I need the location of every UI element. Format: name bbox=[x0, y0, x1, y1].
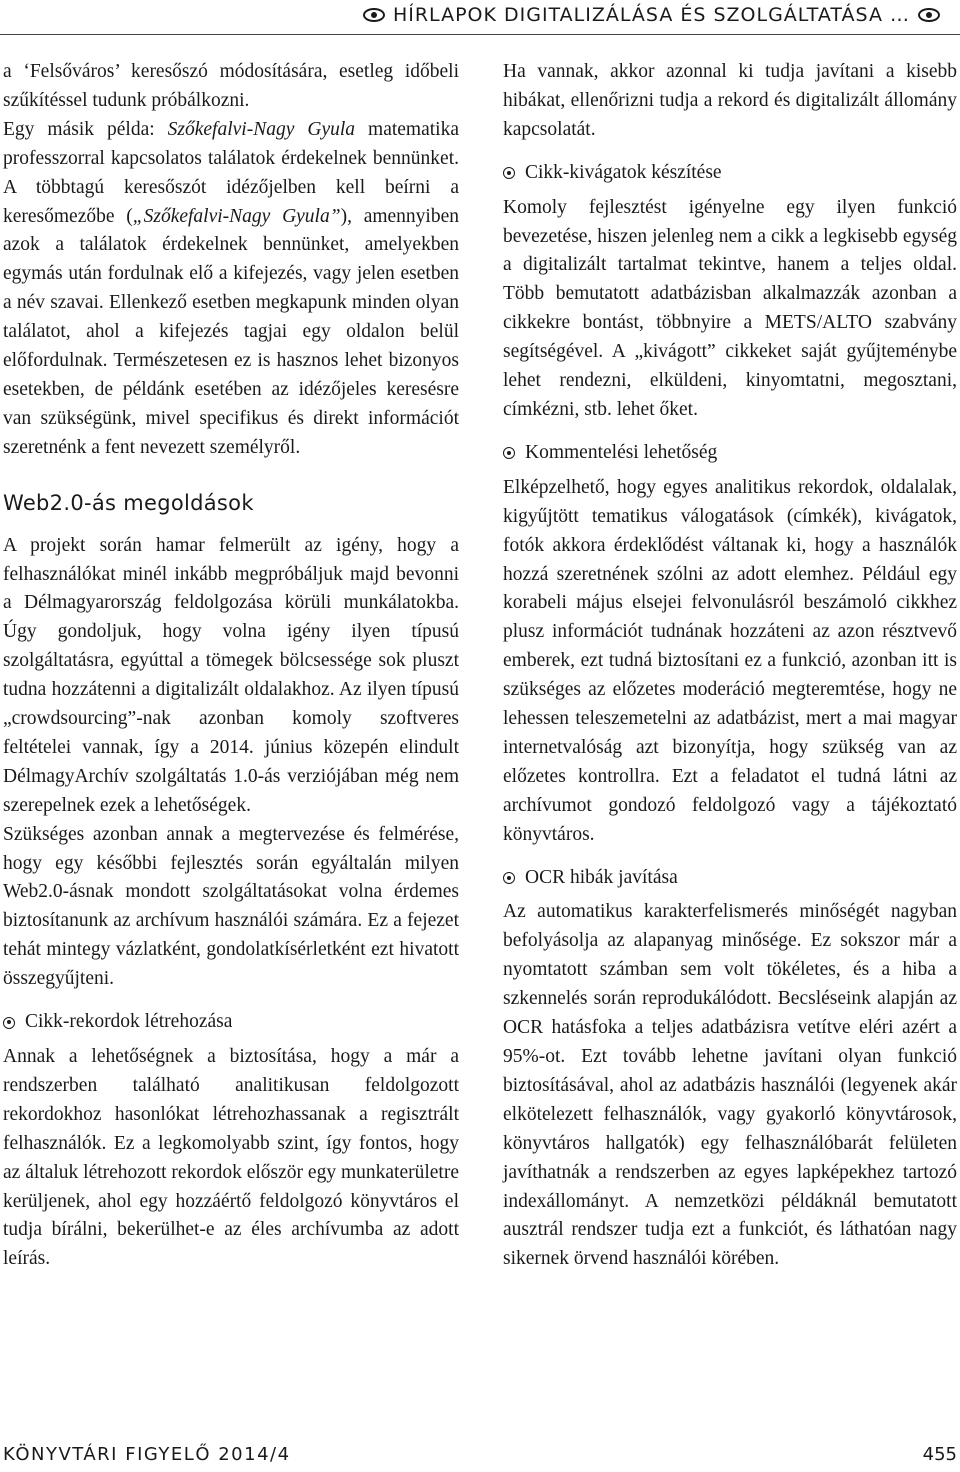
paragraph: Annak a lehetőségnek a biztosítása, hogy a már a rendszerben található analitikusan feldolgozott rekordokhoz hasonlókat létrehozhassanak a regisztrált felhasználók. Ez a legkomolyabb szint, így fontos, hogy az általuk létrehozott rekordok először egy munkaterületre kerüljenek, ahol egy hozzáértő feldolgozó könyvtáros el tudja bírálni, bekerülhet-e az éles archívumba az adott leírás. bbox=[3, 1046, 459, 1270]
running-title: HÍRLAPOK DIGITALIZÁLÁSA ÉS SZOLGÁLTATÁSA … bbox=[392, 4, 910, 26]
subheading-ocr-hibak bbox=[503, 864, 957, 893]
subheading-cikk-rekordok bbox=[3, 1008, 459, 1037]
header-rule bbox=[0, 34, 960, 35]
subheading-kommenteles bbox=[503, 439, 957, 468]
circle-bullet-icon bbox=[503, 447, 515, 459]
paragraph: Szükséges azonban annak a megtervezése és felmérése, hogy egy későbbi fejlesztés során egyáltalán milyen Web2.0-ásnak mondott szolgáltatásokat volna érdemes biztosítanunk az archívum használói számára. Ez a fejezet tehát mintegy vázlatként, gondolatkísérletként ezt hivatott összegyűjteni. bbox=[3, 823, 459, 990]
subheading-label: Cikk-kivágatok készítése bbox=[525, 161, 722, 183]
text-run: matematika professzorral kapcsolatos találatok érdekelnek bennünket. A többtagú keresőszót idézőjelben kell beírni a keresőmezőbe ( bbox=[3, 118, 459, 227]
paragraph: a ‘Felsőváros’ keresőszó módosítására, esetleg időbeli szűkítéssel tudunk próbálkozni. bbox=[3, 61, 459, 111]
left-column bbox=[3, 58, 459, 1274]
page-number: 455 bbox=[922, 1444, 957, 1465]
eye-icon bbox=[918, 8, 940, 22]
paragraph: Ha vannak, akkor azonnal ki tudja javítani a kisebb hibákat, ellenőrizni tudja a rekord és digitalizált állomány kapcsolatát. bbox=[503, 61, 957, 140]
subheading-label: Cikk-rekordok létrehozása bbox=[25, 1011, 233, 1033]
italic-quoted-name: „Szőkefalvi-Nagy Gyula” bbox=[132, 205, 341, 227]
paragraph: Elképzelhető, hogy egyes analitikus rekordok, oldalalak, kigyűjtött tematikus válogatások (címkék), kivágatok, fotók akkora érdeklődést váltanak ki, hogy a használók hozzá szeretnének szólni az adott elemhez. Például egy korabeli május elsejei felvonulásról beszámoló cikkhez plusz információt tudnának hozzáteni az azon résztvevő emberek, ezt tudná biztosítani ez a funkció, azonban itt is szükséges az előzetes moderáció megteremtése, hogy ne lehessen teleszemetelni az adatbázist, mert a mai magyar internetvalóság azt bizonyítja, hogy szükség van az előzetes kontrollra. Ezt a feladatot el tudná látni az archívumot gondozó feldolgozó vagy a tájékoztató könyvtáros. bbox=[503, 476, 957, 845]
subheading-label: OCR hibák javítása bbox=[525, 866, 678, 888]
subheading-label: Kommentelési lehetőség bbox=[525, 441, 718, 463]
page-footer bbox=[0, 1444, 960, 1472]
running-header bbox=[0, 0, 960, 32]
italic-name: Szőkefalvi-Nagy Gyula bbox=[167, 118, 356, 140]
paragraph: Az automatikus karakterfelismerés minőségét nagyban befolyásolja az alapanyag minősége. Ez sokszor már a nyomtatott számban sem volt tökéletes, és a hiba a szkennelés során reprodukálódott. Becsléseink alapján az OCR hatásfoka a teljes adatbázisra vetítve eléri azért a 95%-ot. Ezt tovább lehetne javítani olyan funkció biztosításával, ahol az adatbázis használói (legyenek akár elkötelezett felhasználók, vagy gyakorló könyvtárosok, könyvtáros hallgatók) egy felhasználóbarát felületen javíthatnák a rendszerben az egyes lapképekhez tartozó indexállományt. A nemzetközi példáknál bemutatott ausztrál rendszer tudja ezt a funkciót, és láthatóan nagy sikernek örvend használói körében. bbox=[503, 901, 957, 1270]
text-run: ), amennyiben azok a találatok érdekelnek bennünket, amelyekben egymás után fordulnak elő a kifejezés, vagy jelen esetben a név szavai. Ellenkező esetben megkapunk minden olyan találatot, ahol a kifejezés tagjai egy oldalon belül előfordulnak. Természetesen ez is hasznos lehet bizonyos esetekben, de példánk esetében az idézőjeles keresésre van szükségünk, mivel specifikus és direkt információt szeretnénk a fent nevezett személyről. bbox=[3, 205, 459, 458]
text-run: Egy másik példa: bbox=[3, 118, 168, 140]
circle-bullet-icon bbox=[503, 167, 515, 179]
eye-icon bbox=[363, 8, 385, 22]
circle-bullet-icon bbox=[503, 872, 515, 884]
section-heading: Web2.0-ás megoldások bbox=[3, 490, 254, 515]
right-column bbox=[503, 58, 957, 1274]
paragraph: Komoly fejlesztést igényelne egy ilyen funkció bevezetése, hiszen jelenleg nem a cikk a legkisebb egység a digitalizált tartalmat tekintve, hanem a teljes oldal. Több bemutatott adatbázisban alkalmazzák azonban a cikkekre bontást, többnyire a METS/ALTO szabvány segítségével. A „kivágott” cikkeket saját gyűjteménybe lehet rendezni, elküldeni, kinyomtatni, megosztani, címkézni, stb. lehet őket. bbox=[503, 196, 957, 420]
running-header-title-group bbox=[363, 4, 940, 26]
paragraph: A projekt során hamar felmerült az igény, hogy a felhasználókat minél inkább megpróbáljuk majd bevonni a Délmagyarország feldolgozása körüli munkálatokba. Úgy gondoljuk, hogy volna igény ilyen típusú szolgáltatásra, egyúttal a tömegek bölcsessége sok pluszt tudna hozzátenni a digitalizált oldalakhoz. Az ilyen típusú „crowdsourcing”-nak azonban komoly szoftveres feltételei vannak, így a 2014. június közepén elindult DélmagyArchív szolgáltatás 1.0-ás verziójában még nem szerepelnek ezek a lehetőségek. bbox=[3, 534, 459, 816]
circle-bullet-icon bbox=[3, 1017, 15, 1029]
subheading-cikk-kivagatok bbox=[503, 159, 957, 188]
journal-name: KÖNYVTÁRI FIGYELŐ 2014/4 bbox=[3, 1444, 291, 1465]
paragraph bbox=[3, 116, 459, 463]
